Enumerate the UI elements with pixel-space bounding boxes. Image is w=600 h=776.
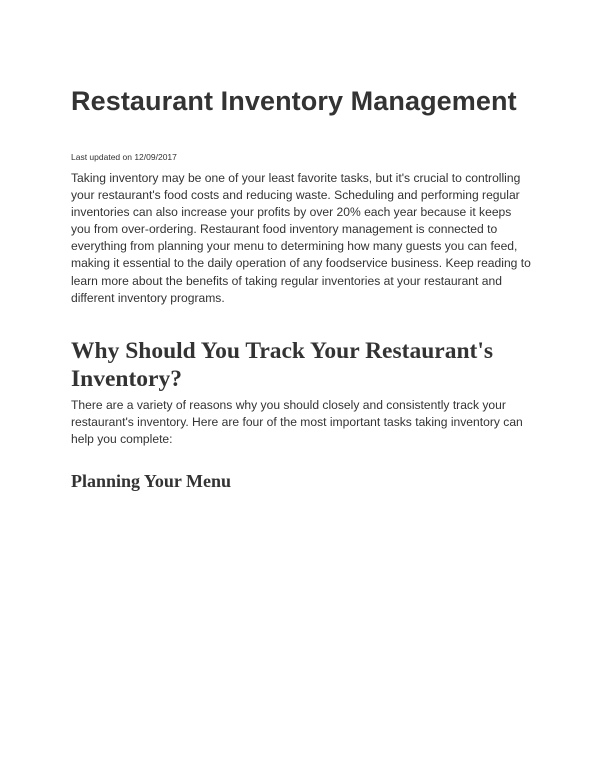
subheading-planning-menu: Planning Your Menu	[71, 471, 232, 492]
article-body	[71, 82, 531, 493]
intro-paragraph: Taking inventory may be one of your least favorite tasks, but it's crucial to controlling your restaurant's food costs and reducing waste. Scheduling and performing regular inventories can also increase your profits by over 20% each year because it keeps you from over-ordering. Restaurant food inventory management is connected to everything from planning your menu to determining how many guests you can feed, making it essential to the daily operation of any foodservice business. Keep reading to learn more about the benefits of taking regular inventories at your restaurant and different inventory programs.	[71, 171, 531, 305]
article-title: Restaurant Inventory Management	[71, 86, 517, 116]
section-intro-paragraph: There are a variety of reasons why you should closely and consistently track your restaurant's inventory. Here are four of the most important tasks taking inventory can help you complete:	[71, 397, 523, 446]
last-updated-date: Last updated on 12/09/2017	[71, 152, 177, 162]
section-heading-why-track: Why Should You Track Your Restaurant's Inventory?	[71, 337, 494, 393]
